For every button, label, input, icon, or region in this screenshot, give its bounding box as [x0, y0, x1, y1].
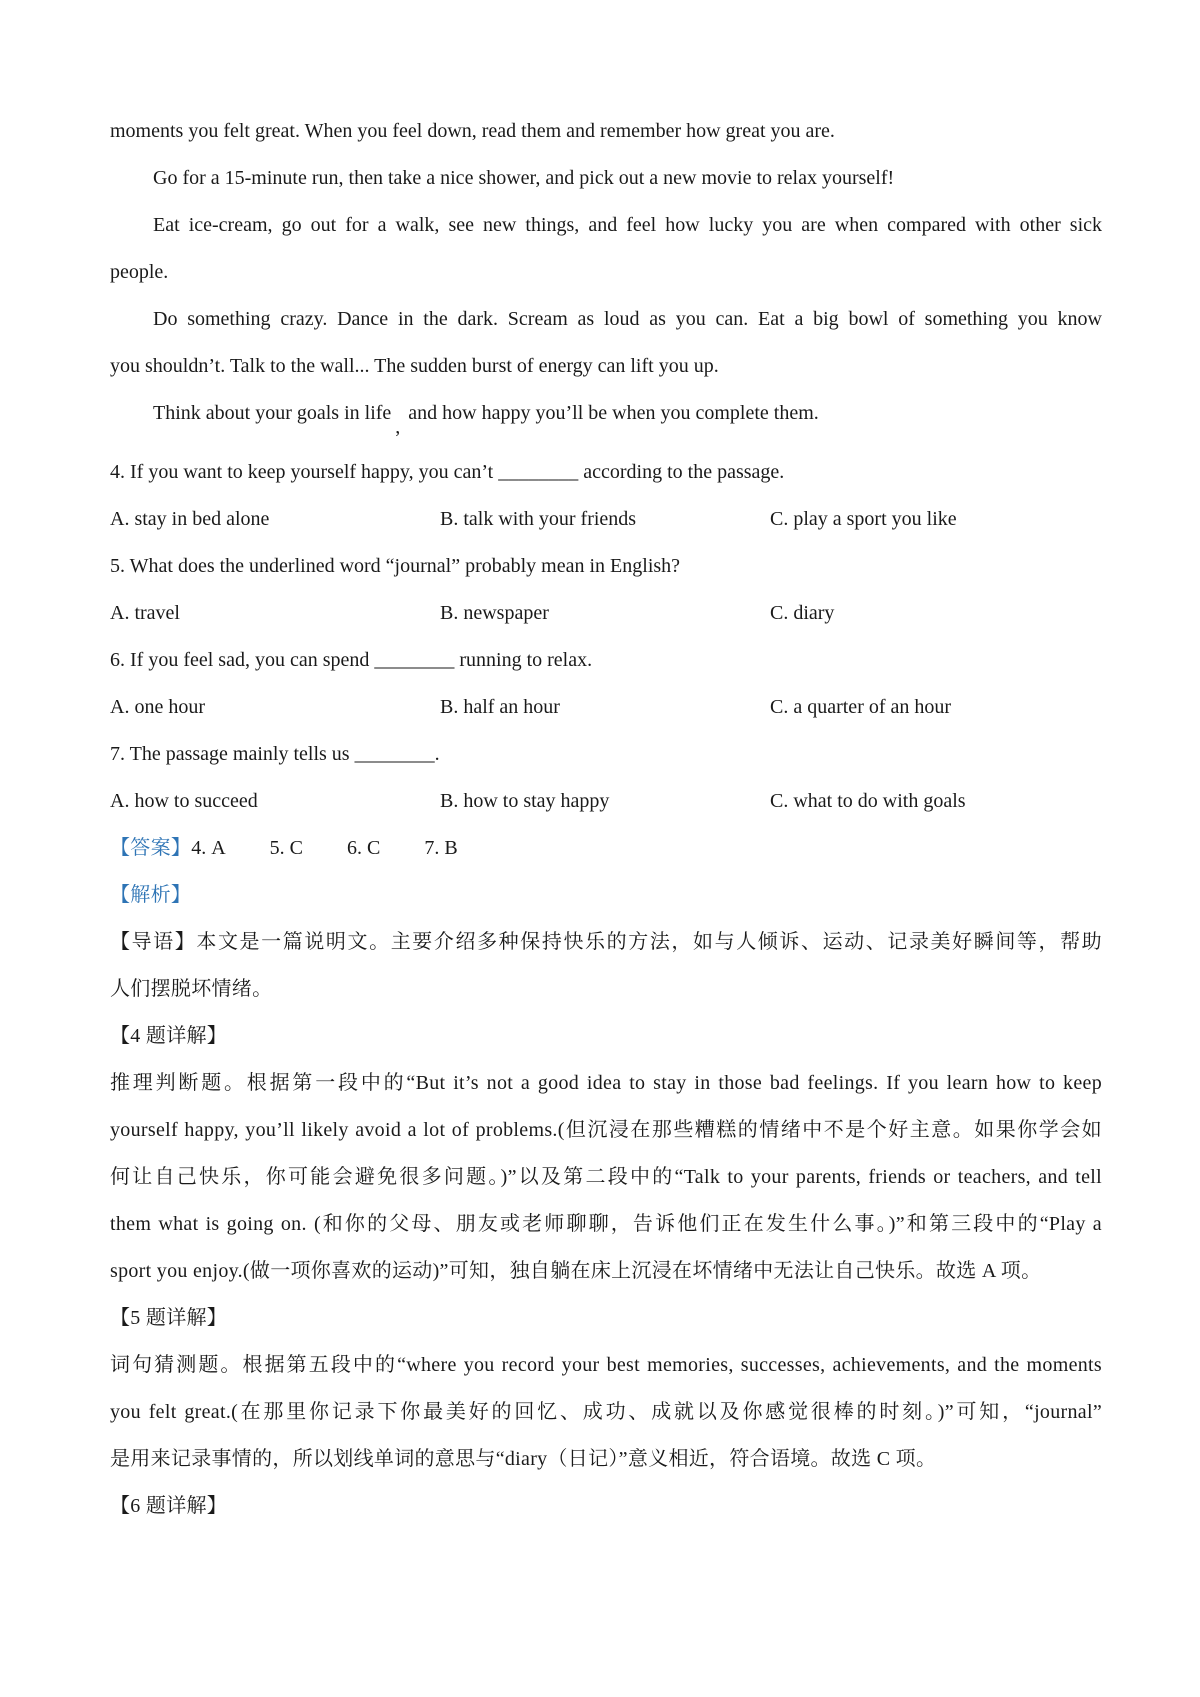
question-4-option-b: B. talk with your friends [440, 508, 637, 530]
answer-item-5: 5. C [269, 837, 303, 859]
passage-paragraph-4-line-2: you shouldn’t. Talk to the wall... The sudden burst of energy can lift you up. [110, 355, 719, 377]
q4-detail-line-3: 何让自己快乐，你可能会避免很多问题。)”以及第二段中的“Talk to your parents, friends or teachers, and tell [110, 1166, 1102, 1188]
q6-detail-heading: 【6 题详解】 [110, 1495, 228, 1517]
q5-detail-line-2: you felt great.(在那里你记录下你最美好的回忆、成功、成就以及你感觉很棒的时刻。)”可知，“journal” [110, 1401, 1102, 1423]
analysis-intro-line-1: 【导语】本文是一篇说明文。主要介绍多种保持快乐的方法，如与人倾诉、运动、记录美好瞬间等，帮助 [110, 931, 1102, 953]
question-4-option-c: C. play a sport you like [770, 508, 957, 530]
question-6-option-b: B. half an hour [440, 696, 560, 718]
question-6-option-c: C. a quarter of an hour [770, 696, 952, 718]
question-4-option-a: A. stay in bed alone [110, 508, 270, 530]
answer-label: 【答案】 [110, 837, 192, 859]
answer-item-6: 6. C [347, 837, 381, 859]
question-7-stem: 7. The passage mainly tells us ________. [110, 743, 440, 765]
passage-paragraph-3-line-1: Eat ice-cream, go out for a walk, see new things, and feel how lucky you are when compared with other sick [153, 214, 1102, 236]
question-4-options [110, 496, 1102, 543]
question-5-option-c: C. diary [770, 602, 835, 624]
question-4-stem: 4. If you want to keep yourself happy, you can’t ________ according to the passage. [110, 461, 785, 483]
question-6-option-a: A. one hour [110, 696, 205, 718]
document-page [110, 108, 1102, 1530]
q5-detail-heading: 【5 题详解】 [110, 1307, 228, 1329]
q5-detail-line-3: 是用来记录事情的，所以划线单词的意思与“diary（日记）”意义相近，符合语境。故选 C 项。 [110, 1448, 937, 1470]
analysis-label: 【解析】 [110, 884, 192, 906]
answer-item-7: 7. B [424, 837, 458, 859]
q4-detail-line-2: yourself happy, you’ll likely avoid a lot of problems.(但沉浸在那些糟糕的情绪中不是个好主意。如果你学会如 [110, 1119, 1102, 1141]
question-5-stem: 5. What does the underlined word “journal” probably mean in English? [110, 555, 681, 577]
passage-paragraph-3-line-2: people. [110, 261, 169, 283]
analysis-intro-line-2: 人们摆脱坏情绪。 [110, 978, 273, 1000]
question-6-options [110, 684, 1102, 731]
passage-paragraph-5 [110, 390, 1102, 437]
question-5-options [110, 590, 1102, 637]
passage-paragraph-5-comma: , [395, 416, 401, 438]
q4-detail-line-5: sport you enjoy.(做一项你喜欢的运动)”可知，独自躺在床上沉浸在坏情绪中无法让自己快乐。故选 A 项。 [110, 1260, 1042, 1282]
answer-item-4: 4. A [191, 837, 226, 859]
passage-paragraph-5-part-2: and how happy you’ll be when you complete them. [408, 402, 819, 424]
passage-paragraph-4-line-1: Do something crazy. Dance in the dark. Scream as loud as you can. Eat a big bowl of something you know [153, 308, 1102, 330]
q4-detail-line-1: 推理判断题。根据第一段中的“But it’s not a good idea to stay in those bad feelings. If you learn how to keep [110, 1072, 1102, 1094]
answer-line [110, 825, 1102, 872]
question-7-options [110, 778, 1102, 825]
question-5-option-a: A. travel [110, 602, 180, 624]
q4-detail-heading: 【4 题详解】 [110, 1025, 228, 1047]
question-5-option-b: B. newspaper [440, 602, 549, 624]
passage-paragraph-1-end: moments you felt great. When you feel down, read them and remember how great you are. [110, 120, 835, 142]
question-7-option-a: A. how to succeed [110, 790, 258, 812]
passage-paragraph-5-part-1: Think about your goals in life [153, 402, 392, 424]
question-7-option-c: C. what to do with goals [770, 790, 966, 812]
passage-paragraph-2: Go for a 15-minute run, then take a nice shower, and pick out a new movie to relax yourself! [153, 167, 895, 189]
question-6-stem: 6. If you feel sad, you can spend ________ running to relax. [110, 649, 593, 671]
q5-detail-line-1: 词句猜测题。根据第五段中的“where you record your best memories, successes, achievements, and the moments [110, 1354, 1102, 1376]
question-7-option-b: B. how to stay happy [440, 790, 610, 812]
q4-detail-line-4: them what is going on. (和你的父母、朋友或老师聊聊，告诉他们正在发生什么事。)”和第三段中的“Play a [110, 1213, 1102, 1235]
